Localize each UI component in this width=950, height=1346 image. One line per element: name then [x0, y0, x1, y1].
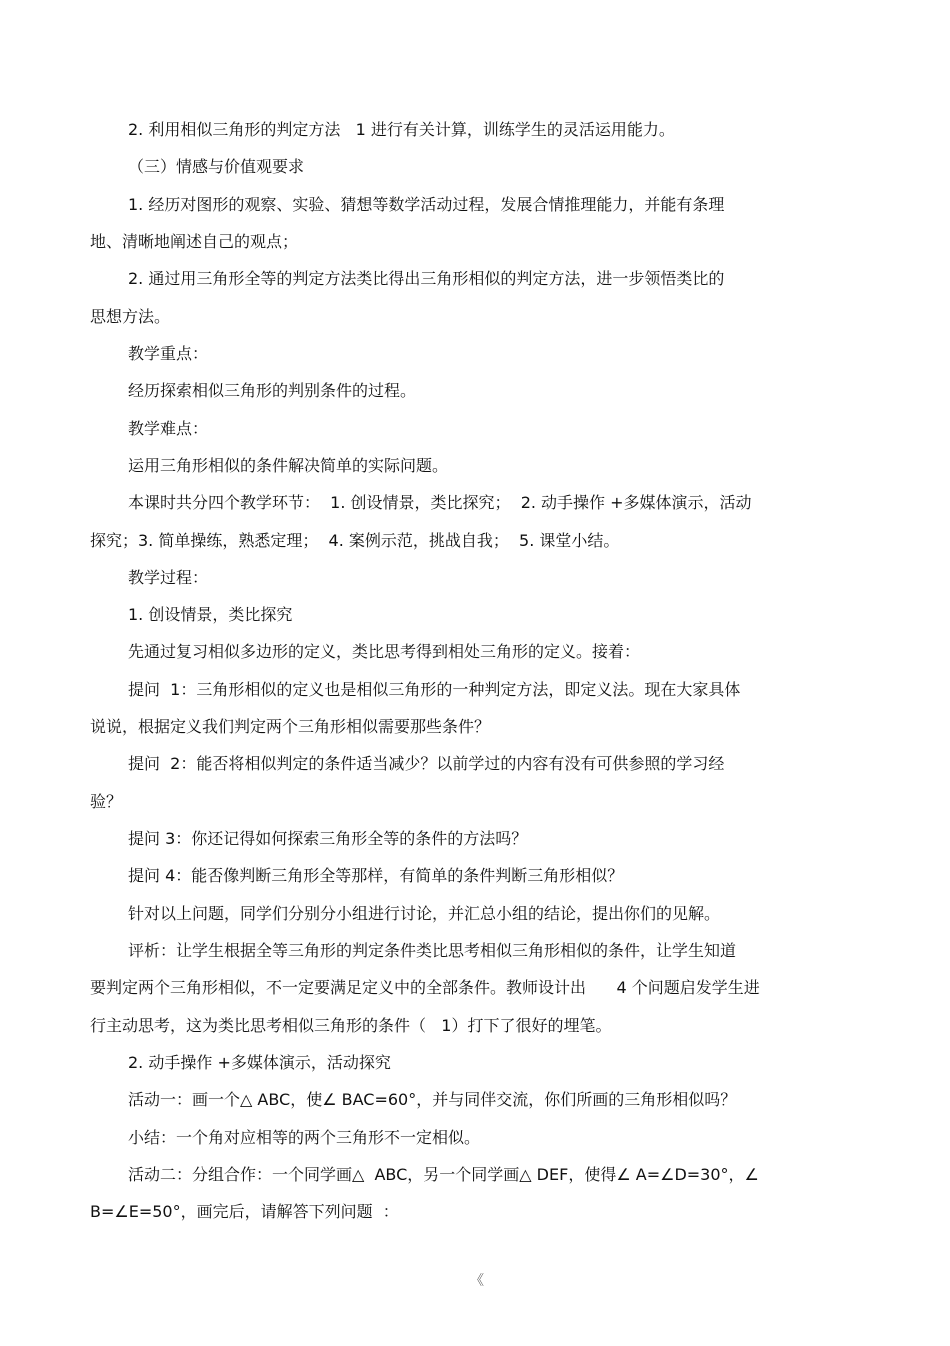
summary: 小结：一个角对应相等的两个三角形不一定相似。	[128, 1128, 481, 1147]
commentary: 评析：让学生根据全等三角形的判定条件类比思考相似三角形相似的条件，让学生知道	[128, 941, 737, 960]
text-line: 针对以上问题，同学们分别分小组进行讨论，并汇总小组的结论，提出你们的见解。	[128, 904, 721, 923]
page-footer-mark: 《	[470, 1273, 484, 1289]
section-heading: （三）情感与价值观要求	[128, 157, 305, 176]
question-4: 提问 4：能否像判断三角形全等那样，有简单的条件判断三角形相似？	[128, 866, 624, 885]
text-line: 经历探索相似三角形的判别条件的过程。	[128, 381, 417, 400]
question-2: 提问 2：能否将相似判定的条件适当减少？以前学过的内容有没有可供参照的学习经	[128, 754, 725, 773]
text-line: 思想方法。	[90, 307, 171, 326]
text-line: 要判定两个三角形相似，不一定要满足定义中的全部条件。教师设计出 4 个问题启发学生进	[90, 978, 760, 997]
activity-2: 活动二：分组合作：一个同学画△ ABC，另一个同学画△ DEF，使得∠ A=∠D=30°，∠	[128, 1165, 759, 1184]
text-line: 行主动思考，这为类比思考相似三角形的条件（ 1）打下了很好的埋笔。	[90, 1016, 612, 1035]
text-line: 2. 通过用三角形全等的判定方法类比得出三角形相似的判定方法，进一步领悟类比的	[128, 269, 725, 288]
step-heading: 2. 动手操作 +多媒体演示，活动探究	[128, 1053, 391, 1072]
text-line: 运用三角形相似的条件解决简单的实际问题。	[128, 456, 449, 475]
text-line: 探究；3. 简单操练，熟悉定理； 4. 案例示范，挑战自我； 5. 课堂小结。	[90, 531, 620, 550]
step-heading: 1. 创设情景，类比探究	[128, 605, 293, 624]
text-line: 1. 经历对图形的观察、实验、猜想等数学活动过程，发展合情推理能力，并能有条理	[128, 195, 725, 214]
text-line: 本课时共分四个教学环节： 1. 创设情景，类比探究； 2. 动手操作 +多媒体演示，活动	[128, 493, 752, 512]
activity-1: 活动一：画一个△ ABC，使∠ BAC=60°，并与同伴交流，你们所画的三角形相似吗？	[128, 1090, 737, 1109]
text-line: 说说，根据定义我们判定两个三角形相似需要那些条件？	[90, 717, 491, 736]
text-line: 地、清晰地阐述自己的观点；	[90, 232, 299, 251]
text-line: 2. 利用相似三角形的判定方法 1 进行有关计算，训练学生的灵活运用能力。	[128, 120, 675, 139]
text-line: 先通过复习相似多边形的定义，类比思考得到相处三角形的定义。接着：	[128, 642, 641, 661]
question-3: 提问 3：你还记得如何探索三角形全等的条件的方法吗？	[128, 829, 528, 848]
label-difficulty: 教学难点：	[128, 419, 209, 438]
text-line: 验？	[90, 792, 123, 811]
text-line: B=∠E=50°，画完后，请解答下列问题 ：	[90, 1202, 399, 1221]
label-process: 教学过程：	[128, 568, 209, 587]
label-key-point: 教学重点：	[128, 344, 209, 363]
question-1: 提问 1：三角形相似的定义也是相似三角形的一种判定方法，即定义法。现在大家具体	[128, 680, 741, 699]
